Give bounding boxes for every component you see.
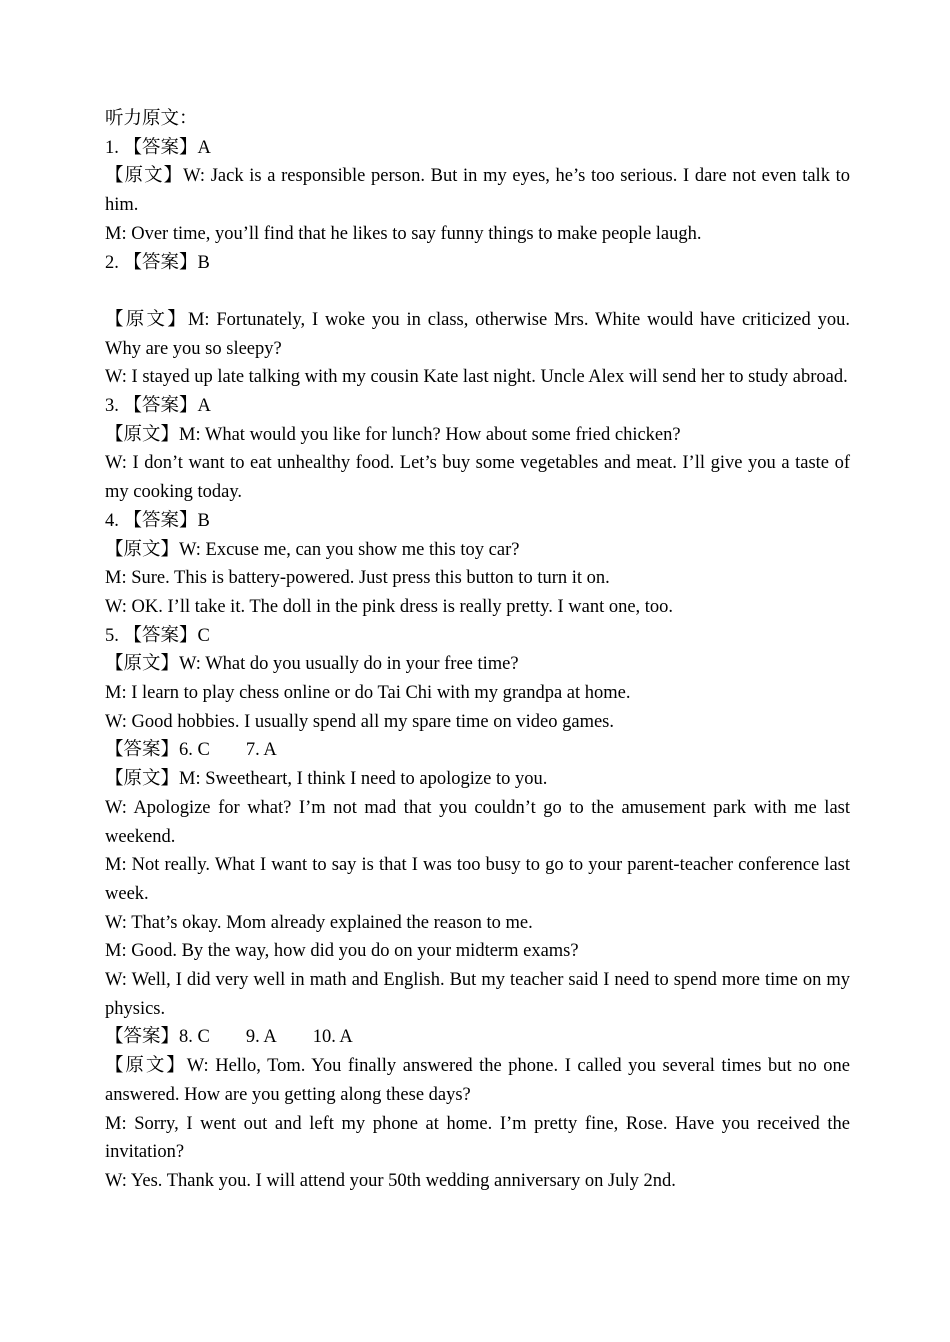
section-heading: 听力原文： — [105, 109, 198, 129]
transcript-6-w2: W: That’s okay. Mom already explained the reason to me. — [105, 912, 533, 933]
transcript-2-w: W: I stayed up late talking with my cousin Kate last night. Uncle Alex will send her to study abroad. — [105, 367, 848, 388]
answer-10: 10. A — [312, 1027, 353, 1048]
transcript-5-w2: W: Good hobbies. I usually spend all my spare time on video games. — [105, 711, 614, 732]
transcript-6-w3: W: Well, I did very well in math and English. But my teacher said I need to spend more time on my physics. — [105, 970, 850, 1019]
transcript-1-w: 【原文】W: Jack is a responsible person. But in my eyes, he’s too serious. I dare not even talk to him. — [105, 166, 850, 216]
document-page — [105, 105, 850, 1196]
answer-4: 4. 【答案】B — [105, 510, 210, 531]
answer-6-7 — [105, 736, 850, 765]
answer-5: 5. 【答案】C — [105, 625, 210, 646]
answer-7: 7. A — [245, 740, 277, 761]
transcript-8-w2: W: Yes. Thank you. I will attend your 50th wedding anniversary on July 2nd. — [105, 1171, 676, 1191]
transcript-6-m: 【原文】M: Sweetheart, I think I need to apologize to you. — [105, 769, 548, 790]
answer-1: 1. 【答案】A — [105, 137, 211, 158]
transcript-8-m: M: Sorry, I went out and left my phone at home. I’m pretty fine, Rose. Have you received the invitation? — [105, 1113, 850, 1163]
transcript-5-w: 【原文】W: What do you usually do in your free time? — [105, 654, 519, 675]
transcript-2-m: 【原文】M: Fortunately, I woke you in class, otherwise Mrs. White would have criticized you. Why are you so sleepy? — [105, 309, 850, 359]
transcript-4-w: 【原文】W: Excuse me, can you show me this toy car? — [105, 539, 520, 560]
transcript-8-w: 【原文】W: Hello, Tom. You finally answered the phone. I called you several times but no one answered. How are you getting along these days? — [105, 1056, 850, 1105]
transcript-4-m: M: Sure. This is battery-powered. Just press this button to turn it on. — [105, 568, 610, 589]
answer-3: 3. 【答案】A — [105, 396, 211, 417]
answer-2: 2. 【答案】B — [105, 252, 210, 273]
transcript-6-w: W: Apologize for what? I’m not mad that you couldn’t go to the amusement park with me last weekend. — [105, 797, 850, 847]
answer-9: 9. A — [245, 1027, 277, 1048]
answer-6: 【答案】6. C — [105, 740, 210, 761]
transcript-1-m: M: Over time, you’ll find that he likes to say funny things to make people laugh. — [105, 223, 702, 244]
transcript-3-w: W: I don’t want to eat unhealthy food. Let’s buy some vegetables and meat. I’ll give you a taste of my cooking today. — [105, 453, 850, 503]
transcript-5-m: M: I learn to play chess online or do Tai Chi with my grandpa at home. — [105, 683, 631, 704]
answer-8-10 — [105, 1023, 850, 1052]
transcript-6-m3: M: Good. By the way, how did you do on your midterm exams? — [105, 941, 579, 962]
transcript-3-m: 【原文】M: What would you like for lunch? How about some fried chicken? — [105, 424, 681, 445]
transcript-6-m2: M: Not really. What I want to say is that I was too busy to go to your parent-teacher conference last week. — [105, 855, 850, 904]
transcript-4-w2: W: OK. I’ll take it. The doll in the pink dress is really pretty. I want one, too. — [105, 596, 674, 617]
blank-line — [105, 277, 850, 306]
answer-8: 【答案】8. C — [105, 1027, 210, 1048]
